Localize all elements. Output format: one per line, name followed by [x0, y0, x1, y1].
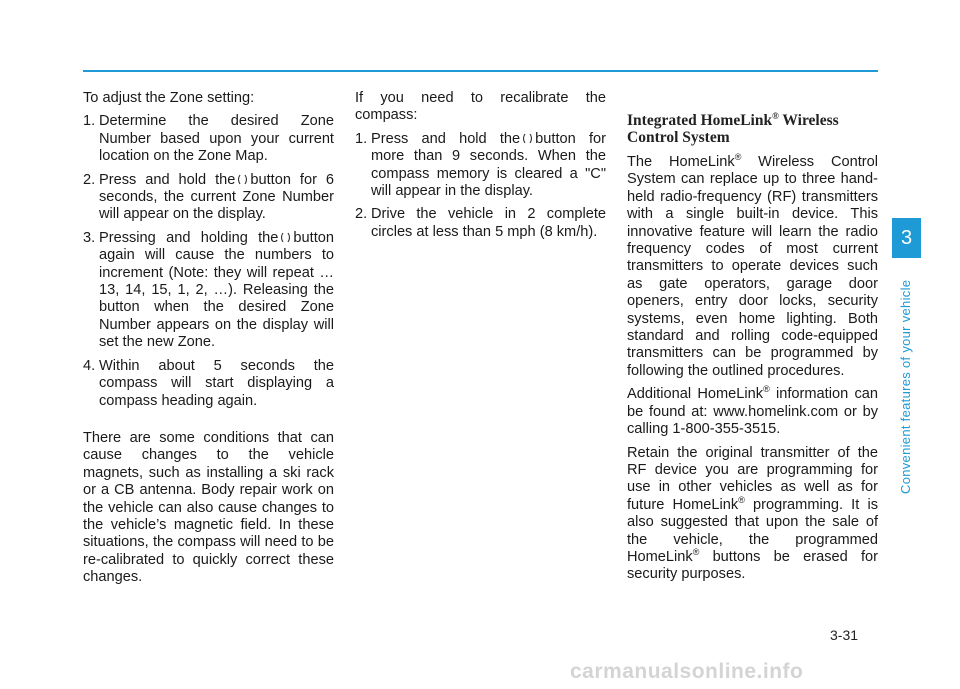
- header-rule: [83, 70, 878, 72]
- homelink-retain-paragraph: Retain the original transmitter of the RF device you are programming for use in other vehicles as well as for future HomeLink® programming. It is also suggested that upon the sale of the vehicle, the programmed HomeLink® buttons be erased for security purposes.: [627, 444, 878, 583]
- zone-steps: [83, 113, 334, 410]
- recalibrate-intro: If you need to recalibrate the compass:: [355, 90, 606, 124]
- compass-button-icon: [238, 174, 247, 185]
- compass-button-icon: [281, 232, 290, 243]
- column-3: [627, 90, 878, 590]
- list-item: 1. Press and hold the button for more than 9 seconds. When the compass memory is cleared a "C" will appear in the display.: [355, 130, 606, 200]
- compass-button-icon: [523, 133, 532, 144]
- homelink-heading: Integrated HomeLink® Wireless Control System: [627, 110, 839, 146]
- watermark: carmanualsonline.info: [570, 660, 804, 683]
- list-item: 1. Determine the desired Zone Number based upon your current location on the Zone Map.: [83, 113, 334, 165]
- homelink-intro-paragraph: The HomeLink® Wireless Control System can replace up to three hand-held radio-frequency (RF) transmitters with a single built-in device. This innovative feature will learn the radio frequency codes of most current transmitters to operate devices such as gate operators, garage door openers, entry door locks, security systems, even home lighting. Both standard and rolling code-equipped transmitters can be programmed by following the outlined procedures.: [627, 152, 878, 379]
- magnetic-conditions-paragraph: There are some conditions that can cause changes to the vehicle magnets, such as installing a ski rack or a CB antenna. Body repair work on the vehicle can also cause changes to the vehicle’s magnetic field. In these situations, the compass will need to be re-calibrated to quickly correct these changes.: [83, 429, 334, 586]
- list-item: 3. Pressing and holding the button again will cause the numbers to increment (Note: they will repeat …13, 14, 15, 1, 2, …). Releasing the button when the desired Zone Number appears on the display will set the new Zone.: [83, 229, 334, 351]
- chapter-tab: 3: [892, 218, 921, 258]
- list-item: 4. Within about 5 seconds the compass will start displaying a compass heading again.: [83, 357, 334, 409]
- recalibrate-steps: [355, 131, 606, 241]
- chapter-title: Convenient features of your vehicle: [898, 279, 913, 494]
- list-item: 2. Drive the vehicle in 2 complete circles at less than 5 mph (8 km/h).: [355, 206, 606, 240]
- zone-intro: To adjust the Zone setting:: [83, 90, 255, 106]
- column-2: [355, 90, 606, 247]
- column-1: [83, 90, 334, 593]
- homelink-info-paragraph: Additional HomeLink® information can be found at: www.homelink.com or by calling 1-800-355-3515.: [627, 384, 878, 438]
- list-item: 2. Press and hold the button for 6 seconds, the current Zone Number will appear on the display.: [83, 171, 334, 223]
- page-number: 3-31: [830, 627, 859, 643]
